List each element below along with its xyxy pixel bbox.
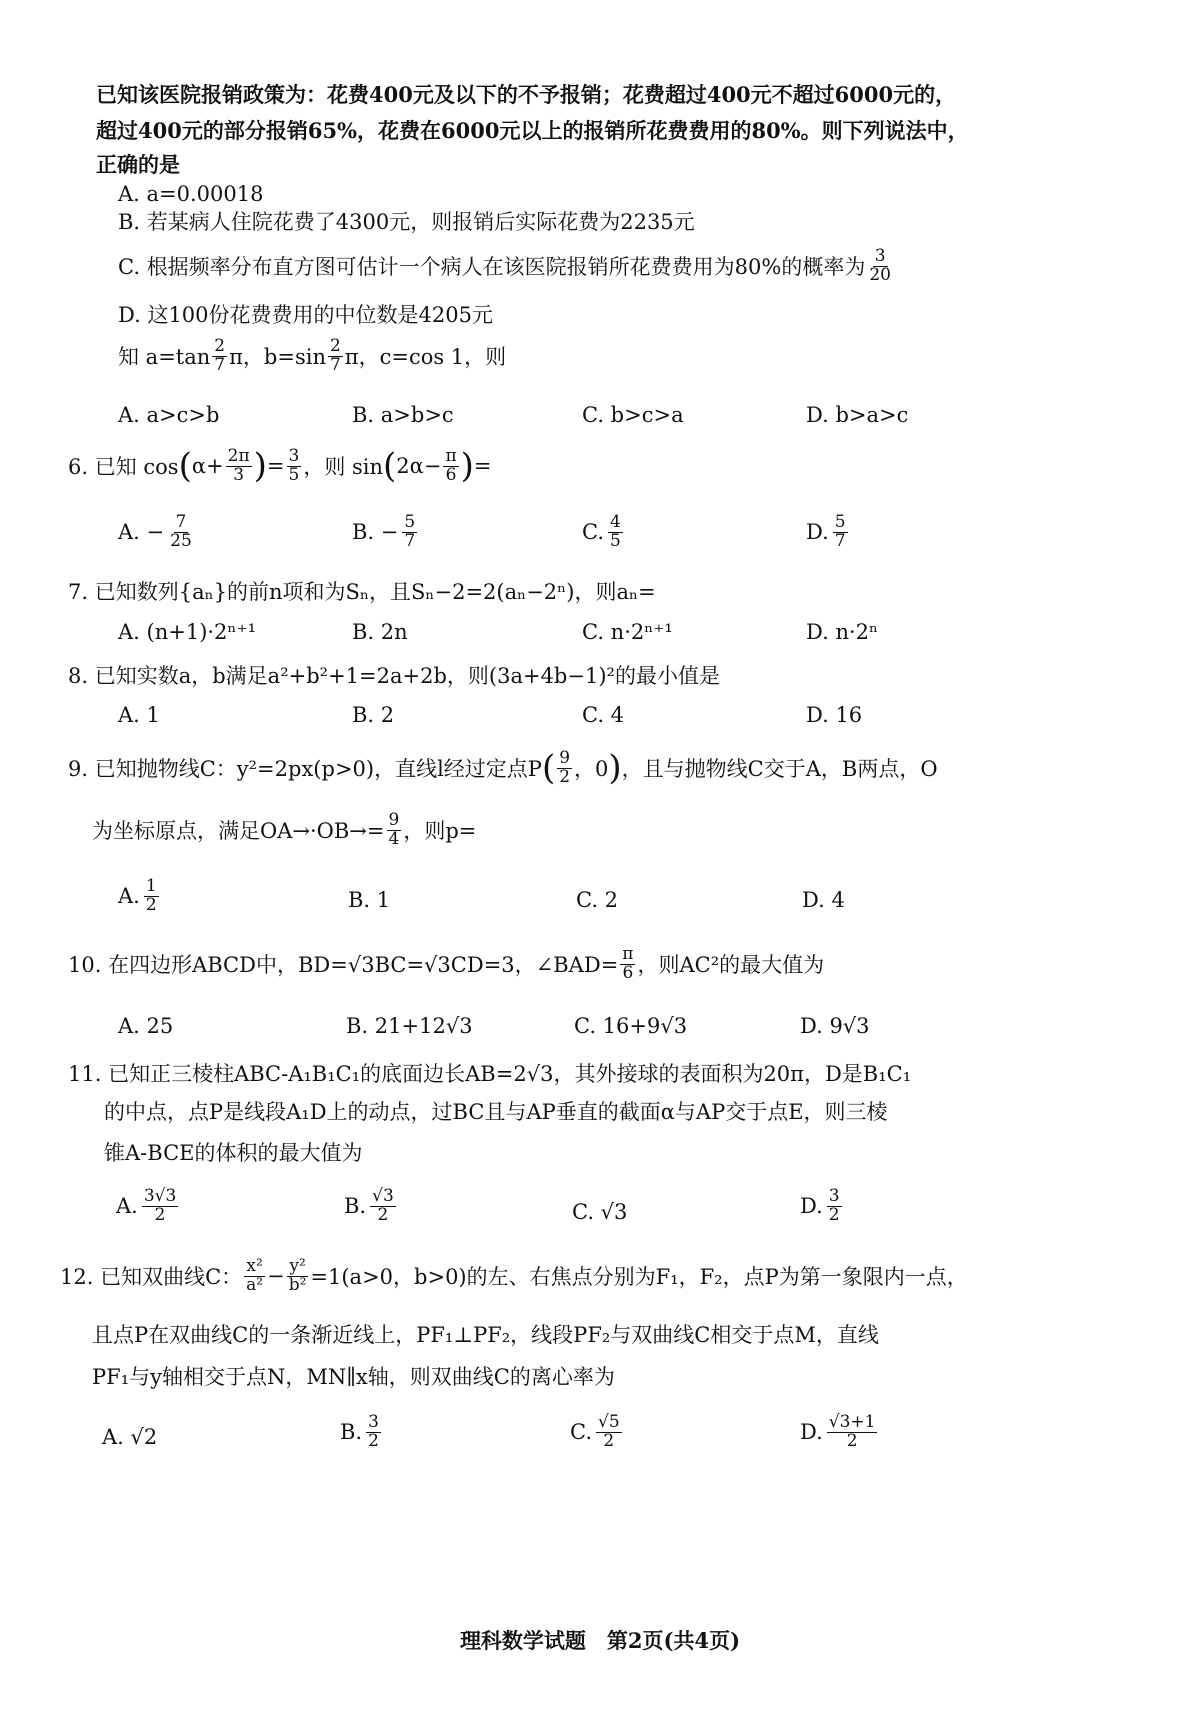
q12-option-a: A. √2: [102, 1425, 158, 1449]
numerator: x²: [246, 1256, 263, 1276]
numerator: 4: [610, 512, 621, 532]
q12-stem-part2: −: [267, 1264, 285, 1289]
q9-stem-part1: 9. 已知抛物线C：y²=2px(p>0)，直线l经过定点P: [68, 757, 542, 781]
q4-option-a: A. a=0.00018: [118, 182, 264, 206]
q6-right-paren-2: ): [460, 446, 474, 486]
q4-option-c-text: C. 根据频率分布直方图可估计一个病人在该医院报销所花费费用为80%的概率为: [118, 255, 866, 280]
q7-stem: 7. 已知数列{aₙ}的前n项和为Sₙ，且Sₙ−2=2(aₙ−2ⁿ)，则aₙ=: [68, 580, 656, 604]
option-fraction: [827, 1414, 878, 1451]
option-fraction: [168, 514, 194, 551]
q6-stem-part5: 2α−: [396, 454, 442, 478]
q5-stem-part3: π，c=cos 1，则: [344, 345, 507, 370]
option-fraction: [608, 514, 623, 551]
option-label: D.: [800, 1194, 823, 1219]
option-label: D.: [806, 520, 829, 545]
option-label: A.: [116, 1194, 138, 1219]
denominator: 4: [388, 828, 400, 849]
q6-right-paren: ): [253, 446, 267, 486]
q4-option-d: D. 这100份花费费用的中位数是4205元: [118, 303, 493, 327]
q12-option-b: [340, 1414, 383, 1451]
denominator: 5: [610, 530, 621, 551]
option-label: A. −: [118, 520, 165, 545]
denominator: 20: [869, 264, 891, 285]
denominator: 3: [233, 464, 245, 485]
q4-option-c-fraction: [867, 248, 893, 285]
q6-stem-part6: =: [473, 454, 492, 478]
q5-option-c: C. b>c>a: [582, 403, 684, 427]
option-fraction: [144, 878, 159, 915]
q6-option-d: [806, 514, 850, 551]
denominator: 7: [404, 530, 416, 551]
denominator: 2: [846, 1430, 858, 1451]
q4-option-c: [118, 248, 895, 285]
denominator: 6: [445, 464, 457, 485]
q6-stem-part4: ，则 sin: [303, 455, 384, 479]
q9-option-d: D. 4: [802, 888, 845, 912]
q11-option-d: [800, 1188, 844, 1225]
q9-fraction-point: [557, 747, 572, 787]
q8-option-a: A. 1: [118, 703, 160, 727]
numerator: 2π: [227, 445, 250, 466]
numerator: 3√3: [143, 1186, 177, 1206]
option-fraction: [827, 1188, 842, 1225]
q5-option-d: D. b>a>c: [806, 403, 909, 427]
numerator: 9: [388, 810, 400, 830]
q10-fraction-angle: [620, 946, 635, 983]
option-fraction: [366, 1414, 381, 1451]
numerator: 2: [329, 336, 341, 356]
q9-left-paren: (: [541, 748, 556, 788]
q9-stem-line2: [92, 812, 476, 849]
numerator: √5: [598, 1412, 620, 1432]
numerator: 7: [175, 512, 187, 532]
numerator: 3: [828, 1186, 840, 1206]
q10-stem: [68, 946, 824, 983]
q4-stem-line1: 已知该医院报销政策为：花费400元及以下的不予报销；花费超过400元不超过6000元的，: [96, 82, 957, 107]
denominator: 5: [288, 464, 300, 485]
q4-stem-line3: 正确的是: [96, 152, 180, 177]
q5-stem-part2: π，b=sin: [229, 345, 326, 370]
denominator: 2: [603, 1430, 615, 1451]
q10-stem-part2: ，则AC²的最大值为: [637, 953, 825, 978]
q9-stem-part4: 为坐标原点，满足OA→·OB→=: [92, 819, 385, 844]
q10-option-b: B. 21+12√3: [346, 1014, 473, 1038]
q11-option-b: [344, 1188, 398, 1225]
numerator: 1: [145, 876, 157, 896]
q6-fraction-angle: [226, 445, 252, 485]
q7-option-d: D. n·2ⁿ: [806, 620, 879, 644]
q9-right-paren: ): [608, 748, 622, 788]
q5-option-a: A. a>c>b: [118, 403, 220, 427]
q9-option-b: B. 1: [348, 888, 391, 912]
q6-stem-part1: 6. 已知 cos: [68, 455, 179, 479]
q9-option-a: [118, 878, 161, 915]
q6-option-b: [352, 514, 419, 551]
q7-option-a: A. (n+1)·2ⁿ⁺¹: [118, 620, 257, 644]
q9-fraction-dot: [387, 812, 402, 849]
q10-option-c: C. 16+9√3: [574, 1014, 688, 1038]
q12-fraction-y: [287, 1258, 309, 1295]
option-label: D.: [800, 1420, 823, 1445]
option-label: B.: [340, 1420, 363, 1445]
q6-fraction-shift: [443, 445, 458, 485]
q12-stem-line1: [60, 1258, 968, 1295]
option-fraction: [370, 1188, 396, 1225]
q6-option-c: [582, 514, 625, 551]
numerator: y²: [289, 1256, 306, 1276]
numerator: 2: [214, 336, 226, 356]
q5-option-b: B. a>b>c: [352, 403, 454, 427]
option-label: C.: [582, 520, 604, 545]
q10-option-d: D. 9√3: [800, 1014, 870, 1038]
q5-stem: [118, 338, 506, 375]
q8-stem: 8. 已知实数a，b满足a²+b²+1=2a+2b，则(3a+4b−1)²的最小值是: [68, 664, 720, 688]
q5-stem-part1: 知 a=tan: [118, 345, 211, 370]
option-fraction: [402, 514, 417, 551]
q12-stem-line2: 且点P在双曲线C的一条渐近线上，PF₁⊥PF₂，线段PF₂与双曲线C相交于点M，直线: [92, 1323, 879, 1347]
q7-option-c: C. n·2ⁿ⁺¹: [582, 620, 673, 644]
q12-stem-line3: PF₁与y轴相交于点N，MN∥x轴，则双曲线C的离心率为: [92, 1365, 615, 1389]
q12-option-c: [570, 1414, 624, 1451]
option-label: B.: [344, 1194, 367, 1219]
q10-option-a: A. 25: [118, 1014, 174, 1038]
numerator: √3: [372, 1186, 394, 1206]
numerator: π: [445, 445, 457, 466]
denominator: 2: [145, 894, 157, 915]
q12-stem-part1: 12. 已知双曲线C：: [60, 1265, 243, 1290]
q7-option-b: B. 2n: [352, 620, 408, 644]
q4-stem-line2: 超过400元的部分报销65%，花费在6000元以上的报销所花费费用的80%。则下列说法中，: [96, 118, 969, 143]
q6-fraction-value: [287, 445, 302, 485]
q6-left-paren-2: (: [383, 446, 397, 486]
q5-fraction-1: [212, 338, 227, 375]
q9-stem-part3: ，且与抛物线C交于A，B两点，O: [621, 757, 938, 781]
option-fraction: [142, 1188, 178, 1225]
q8-option-c: C. 4: [582, 703, 625, 727]
q4-option-b: B. 若某病人住院花费了4300元，则报销后实际花费为2235元: [118, 210, 695, 234]
q9-stem-line1: [68, 748, 938, 788]
q12-option-d: [800, 1414, 879, 1451]
denominator: 7: [329, 354, 341, 375]
q9-stem-part2: ，0: [574, 757, 609, 781]
q8-option-b: B. 2: [352, 703, 395, 727]
q11-stem-line2: 的中点，点P是线段A₁D上的动点，过BC且与AP垂直的截面α与AP交于点E，则三棱: [104, 1100, 888, 1124]
q10-stem-part1: 10. 在四边形ABCD中，BD=√3BC=√3CD=3，∠BAD=: [68, 953, 619, 978]
denominator: 2: [559, 766, 571, 787]
page-footer: 理科数学试题 第2页(共4页): [459, 1628, 741, 1653]
numerator: 9: [559, 747, 571, 768]
q6-stem-part3: =: [266, 454, 285, 478]
option-label: B. −: [352, 520, 399, 545]
numerator: 5: [834, 512, 846, 532]
option-fraction: [833, 514, 848, 551]
denominator: 7: [214, 354, 226, 375]
q12-stem-part3: =1(a>0，b>0)的左、右焦点分别为F₁，F₂，点P为第一象限内一点，: [310, 1265, 968, 1290]
numerator: π: [622, 944, 634, 964]
q12-fraction-x: [244, 1258, 265, 1295]
numerator: 3: [368, 1412, 379, 1432]
numerator: 3: [874, 246, 886, 266]
q11-stem-line1: 11. 已知正三棱柱ABC-A₁B₁C₁的底面边长AB=2√3，其外接球的表面积为20π，D是B₁C₁: [68, 1062, 912, 1086]
denominator: 2: [377, 1204, 389, 1225]
option-fraction: [596, 1414, 622, 1451]
q9-option-c: C. 2: [576, 888, 619, 912]
q11-stem-line3: 锥A-BCE的体积的最大值为: [104, 1141, 363, 1165]
q8-option-d: D. 16: [806, 703, 863, 727]
denominator: 2: [368, 1430, 379, 1451]
numerator: 5: [404, 512, 416, 532]
denominator: b²: [288, 1274, 307, 1295]
denominator: 2: [828, 1204, 840, 1225]
q9-stem-part5: ，则p=: [403, 819, 477, 844]
option-label: C.: [570, 1420, 592, 1445]
numerator: √3+1: [828, 1412, 876, 1432]
denominator: 25: [170, 530, 192, 551]
denominator: 2: [154, 1204, 166, 1225]
numerator: 3: [288, 445, 300, 466]
option-label: A.: [118, 884, 140, 909]
q6-stem: [68, 446, 492, 486]
q6-option-a: [118, 514, 196, 551]
q11-option-c: C. √3: [572, 1200, 628, 1224]
denominator: 7: [834, 530, 846, 551]
q5-fraction-2: [328, 338, 343, 375]
q6-stem-part2: α+: [191, 454, 224, 478]
q6-left-paren: (: [178, 446, 192, 486]
denominator: 6: [622, 962, 634, 983]
denominator: a²: [246, 1274, 264, 1295]
q11-option-a: [116, 1188, 180, 1225]
